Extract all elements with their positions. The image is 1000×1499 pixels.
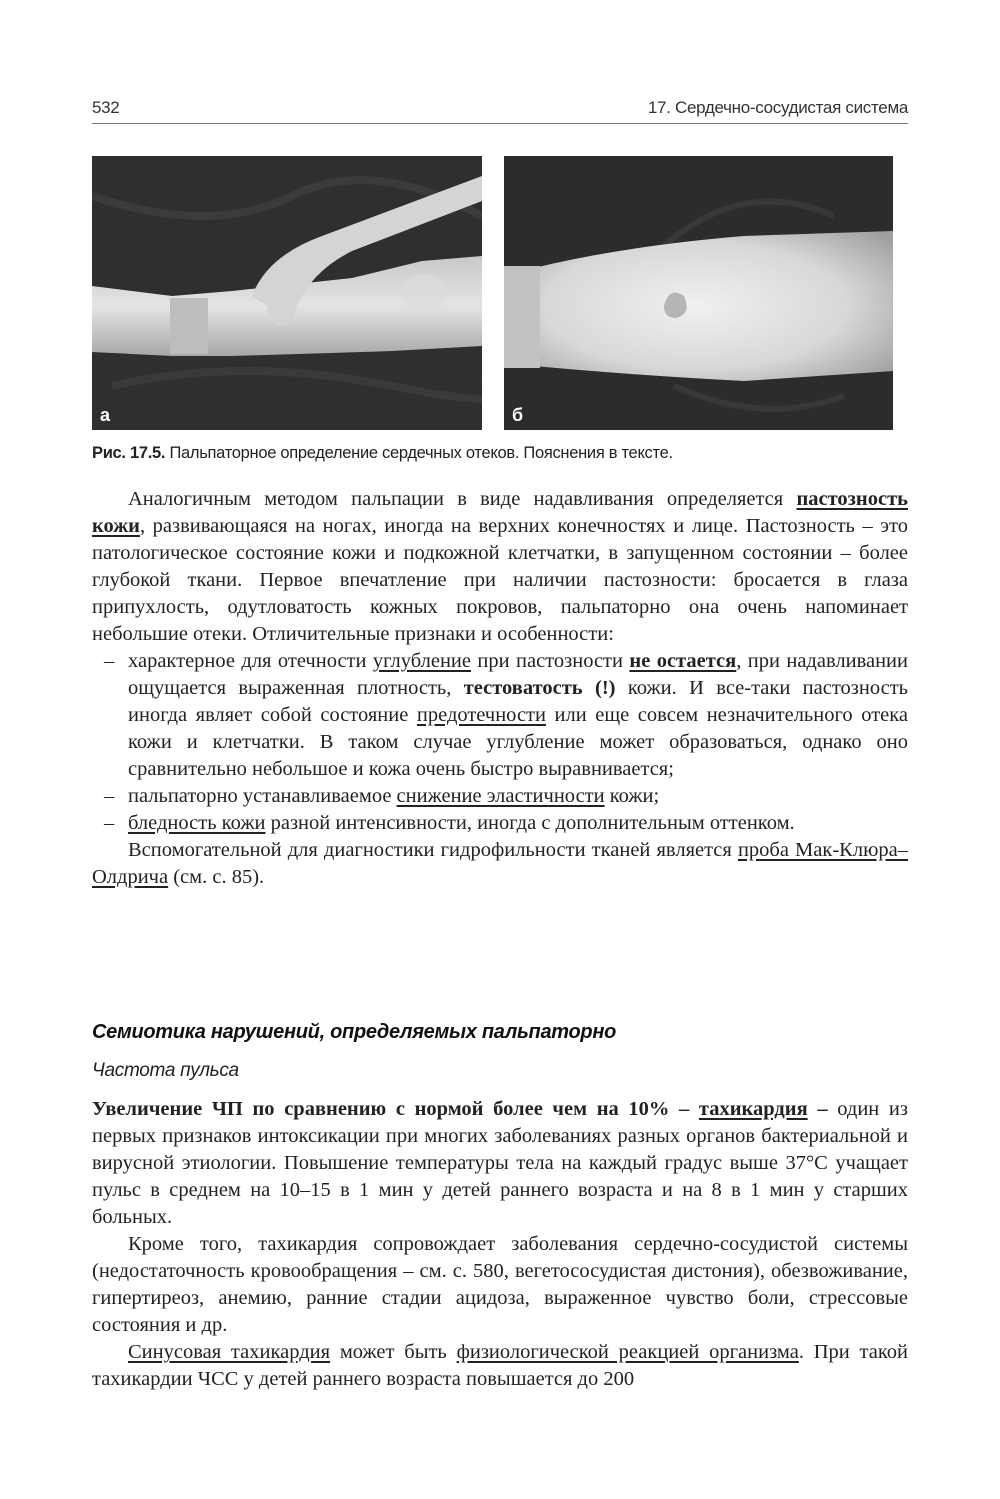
panel-label-a: а bbox=[100, 405, 111, 425]
header-rule bbox=[92, 123, 908, 124]
figure-caption bbox=[92, 444, 908, 463]
list-item: – бледность кожи разной интенсивности, иногда с дополнительным оттенком. bbox=[92, 810, 908, 837]
link-mcclure-test: проба Мак-Клюра–Олдрича bbox=[92, 839, 908, 888]
running-head bbox=[92, 92, 908, 118]
features-list bbox=[92, 648, 908, 837]
caption-label: Рис. 17.5. bbox=[92, 444, 166, 462]
figure-panel-b bbox=[504, 156, 893, 430]
term-pastosity: пастозность кожи bbox=[92, 488, 908, 537]
subsection-heading: Частота пульса bbox=[92, 1060, 239, 1081]
photo-arm-palpation bbox=[92, 156, 482, 430]
term-tachycardia: тахикардия bbox=[698, 1098, 808, 1120]
paragraph-pastosity: Аналогичным методом пальпации в виде надавливания определяется пастозность кожи, развивающаяся на ногах, иногда на верхних конечностях и лице. Пастозность – это патологическое состояние кожи и подкожной клетчатки, в запущенном состоянии – более глубокой ткани. Первое впечатление при наличии пастозности: бросается в глаза припухлость, одутловатость кожных покровов, пальпаторно она очень напоминает небольшие отеки. Отличительные признаки и особенности: bbox=[92, 488, 908, 645]
list-item: – пальпаторно устанавливаемое снижение эластичности кожи; bbox=[92, 783, 908, 810]
paragraph-tachycardia: Увеличение ЧП по сравнению с нормой более чем на 10% – тахикардия – один из первых признаков интоксикации при многих заболеваниях разных органов бактериальной и вирусной этиологии. Повышение температуры тела на каждый градус выше 37°C учащает пульс в среднем на 10–15 в 1 мин у детей раннего возраста и на 8 в 1 мин у старших больных. bbox=[92, 1098, 908, 1228]
paragraph-tachycardia-causes: Кроме того, тахикардия сопровождает заболевания сердечно-сосудистой системы (недостаточность кровообращения – см. с. 580, вегетососудистая дистония), обезвоживание, гипертиреоз, анемию, ранние стадии ацидоза, выраженное чувство боли, стрессовые состояния и др. bbox=[92, 1233, 908, 1336]
photo-leg-pit bbox=[504, 156, 893, 430]
caption-text: Пальпаторное определение сердечных отеков. Пояснения в тексте. bbox=[165, 444, 673, 462]
text-block-pastosity bbox=[92, 486, 908, 891]
list-item: – характерное для отечности углубление при пастозности не остается, при надавливании ощущается выраженная плотность, тестоватость (!) кожи. И все-таки пастозность иногда являет собой состояние предотечности или еще совсем незначительного отека кожи и клетчатки. В таком случае углубление может образоваться, однако оно сравнительно небольшое и кожа очень быстро выравнивается; bbox=[92, 648, 908, 783]
page-number: 532 bbox=[92, 98, 120, 117]
panel-label-b: б bbox=[512, 405, 524, 425]
paragraph-sinus-tachycardia: Синусовая тахикардия может быть физиологической реакцией организма. При такой тахикардии ЧСС у детей раннего возраста повышается до 200 bbox=[92, 1341, 908, 1390]
chapter-title: 17. Сердечно-сосудистая система bbox=[647, 98, 908, 117]
figure-panel-a bbox=[92, 156, 482, 430]
paragraph-mcclure-test: Вспомогательной для диагностики гидрофильности тканей является проба Мак-Клюра–Олдрича (см. с. 85). bbox=[92, 839, 908, 888]
text-block-pulse bbox=[92, 1096, 908, 1393]
section-heading: Семиотика нарушений, определяемых пальпаторно bbox=[92, 1021, 617, 1043]
